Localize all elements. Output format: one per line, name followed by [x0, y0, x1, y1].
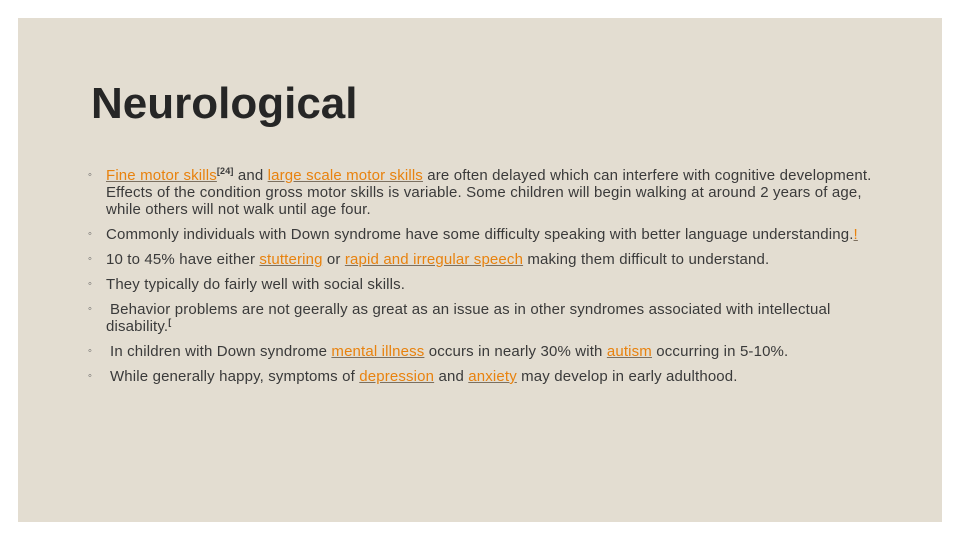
text-run: are often delayed which can interfere with cognitive development. Effects of the condition gross motor skills is variable. Some children will begin walking at around 2 years of age, while others will not walk until age four. — [106, 167, 872, 218]
text-run: Commonly individuals with Down syndrome have some difficulty speaking with better language understanding. — [106, 226, 854, 243]
text-run: and — [434, 368, 469, 385]
bullet-item — [84, 343, 884, 360]
bullet-item — [84, 167, 884, 218]
link-rapid-irregular-speech[interactable]: rapid and irregular speech — [344, 251, 524, 268]
text-run: making them difficult to understand. — [523, 251, 770, 268]
bullet-list — [84, 167, 884, 393]
bullet-marker: ◦ — [88, 345, 93, 357]
text-run: While generally happy, symptoms of — [110, 368, 360, 385]
slide-title: Neurological — [91, 79, 358, 128]
text-run: 10 to 45% have either — [106, 251, 260, 268]
bullet-text — [106, 276, 405, 293]
slide — [18, 18, 942, 522]
bullet-text — [106, 226, 858, 243]
bullet-text — [106, 343, 788, 360]
bullet-item — [84, 301, 884, 335]
bullet-marker: ◦ — [88, 253, 93, 265]
bullet-item — [84, 251, 884, 268]
citation-superscript[interactable]: [ — [168, 317, 172, 327]
bullet-marker: ◦ — [88, 303, 93, 315]
bullet-marker: ◦ — [88, 278, 93, 290]
text-run: In children with Down syndrome — [110, 343, 332, 360]
link-large-scale-motor-skills[interactable]: large scale motor skills — [267, 167, 423, 184]
text-run: They typically do fairly well with social skills. — [106, 276, 406, 293]
bullet-text — [106, 368, 738, 385]
link-citation[interactable]: ! — [853, 226, 858, 243]
bullet-item — [84, 276, 884, 293]
bullet-text — [106, 251, 769, 268]
text-run: occurring in 5-10%. — [651, 343, 789, 360]
link-anxiety[interactable]: anxiety — [468, 368, 517, 385]
text-run: and — [233, 167, 268, 184]
link-autism[interactable]: autism — [606, 343, 652, 360]
link-fine-motor-skills[interactable]: Fine motor skills — [106, 167, 217, 184]
bullet-text — [106, 301, 830, 335]
bullet-marker: ◦ — [88, 169, 93, 181]
bullet-item — [84, 368, 884, 385]
bullet-marker: ◦ — [88, 228, 93, 240]
text-run: occurs in nearly 30% with — [424, 343, 607, 360]
text-run: Behavior problems are not geerally as great as an issue as in other syndromes associated with intellectual disability. — [106, 301, 831, 335]
text-run: may develop in early adulthood. — [516, 368, 738, 385]
citation-superscript[interactable]: [24] — [216, 166, 234, 176]
bullet-item — [84, 226, 884, 243]
bullet-marker: ◦ — [88, 370, 93, 382]
link-stuttering[interactable]: stuttering — [259, 251, 323, 268]
link-depression[interactable]: depression — [359, 368, 435, 385]
text-run: or — [322, 251, 345, 268]
link-mental-illness[interactable]: mental illness — [331, 343, 425, 360]
bullet-text — [106, 167, 871, 218]
